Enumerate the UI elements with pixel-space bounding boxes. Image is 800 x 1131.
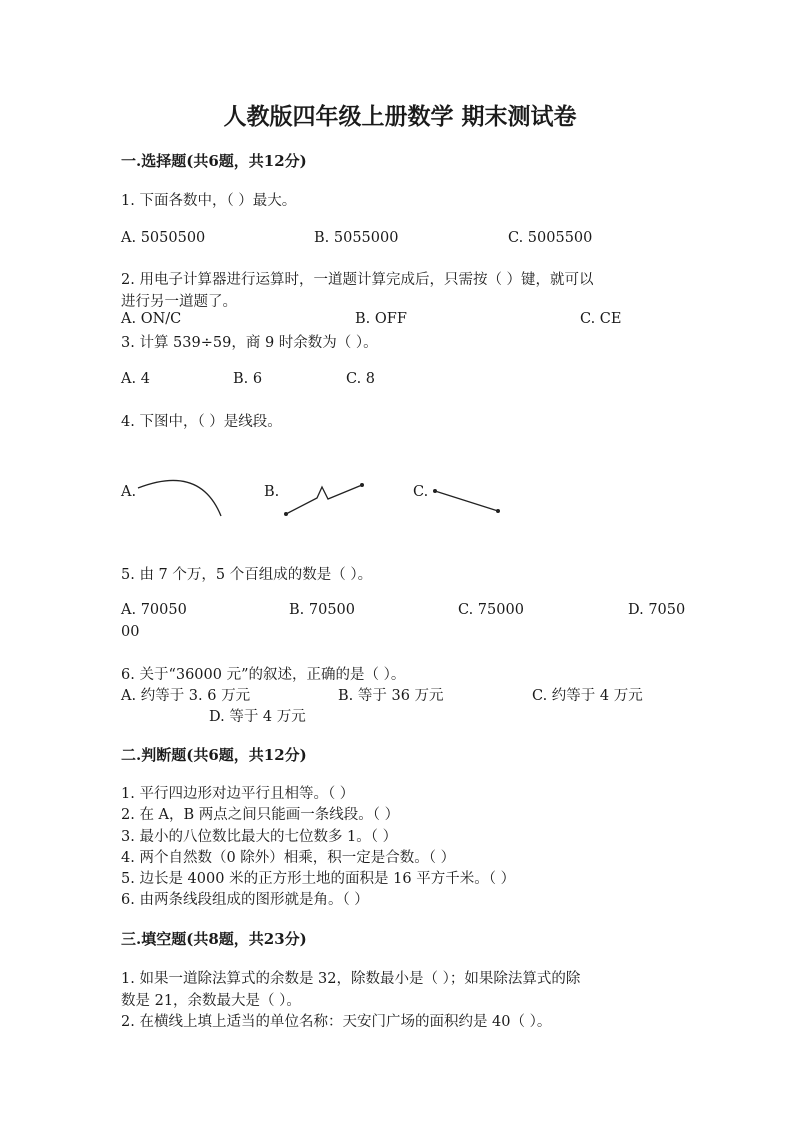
question-6-option-c: C. 约等于 4 万元 bbox=[532, 688, 643, 704]
question-2-text-line1: 2. 用电子计算器进行运算时，一道题计算完成后，只需按（ ）键，就可以 bbox=[121, 272, 594, 288]
question-5-option-b: B. 70500 bbox=[289, 602, 356, 618]
broken-line-figure bbox=[280, 478, 370, 523]
question-4-option-a-label: A. bbox=[121, 484, 137, 500]
question-1-option-c: C. 5005500 bbox=[508, 230, 593, 246]
question-3-option-a: A. 4 bbox=[121, 371, 150, 387]
question-1-option-a: A. 5050500 bbox=[121, 230, 206, 246]
question-4-option-c-label: C. bbox=[413, 484, 429, 500]
section-heading-judgement: 二.判断题(共6题，共12分) bbox=[121, 746, 307, 764]
question-6-option-d: D. 等于 4 万元 bbox=[209, 709, 306, 725]
question-5-option-a: A. 70050 bbox=[121, 602, 187, 618]
question-5-text: 5. 由 7 个万，5 个百组成的数是（ ）。 bbox=[121, 567, 373, 583]
judgement-item: 3. 最小的八位数比最大的七位数多 1。（ ） bbox=[121, 829, 398, 845]
curve-figure bbox=[130, 470, 230, 520]
question-3-option-c: C. 8 bbox=[346, 371, 376, 387]
line-segment-figure bbox=[428, 484, 508, 524]
question-3-text: 3. 计算 539÷59，商 9 时余数为（ ）。 bbox=[121, 335, 378, 351]
question-4-option-b-label: B. bbox=[264, 484, 280, 500]
judgement-item: 5. 边长是 4000 米的正方形土地的面积是 16 平方千米。（ ） bbox=[121, 871, 516, 887]
question-2-option-c: C. CE bbox=[580, 311, 622, 327]
question-6-option-a: A. 约等于 3. 6 万元 bbox=[121, 688, 251, 704]
section-heading-fill-in: 三.填空题(共8题，共23分) bbox=[121, 930, 307, 948]
question-3-option-b: B. 6 bbox=[233, 371, 263, 387]
question-5-option-d: D. 7050 bbox=[628, 602, 686, 618]
question-2-option-b: B. OFF bbox=[355, 311, 407, 327]
question-4-text: 4. 下图中，（ ）是线段。 bbox=[121, 414, 282, 430]
fill-question-1-line2: 数是 21，余数最大是（ ）。 bbox=[121, 993, 301, 1009]
judgement-item: 4. 两个自然数（0 除外）相乘，积一定是合数。（ ） bbox=[121, 850, 456, 866]
question-5-option-c: C. 75000 bbox=[458, 602, 524, 618]
judgement-item: 1. 平行四边形对边平行且相等。（ ） bbox=[121, 786, 355, 802]
question-6-text: 6. 关于“36000 元”的叙述，正确的是（ ）。 bbox=[121, 667, 406, 683]
question-1-text: 1. 下面各数中，（ ）最大。 bbox=[121, 193, 297, 209]
fill-question-1-line1: 1. 如果一道除法算式的余数是 32，除数最小是（ ）；如果除法算式的除 bbox=[121, 971, 581, 987]
fill-question-2: 2. 在横线上填上适当的单位名称：天安门广场的面积约是 40（ ）。 bbox=[121, 1014, 552, 1030]
judgement-item: 2. 在 A，B 两点之间只能画一条线段。（ ） bbox=[121, 807, 400, 823]
question-2-option-a: A. ON/C bbox=[121, 311, 182, 327]
judgement-item: 6. 由两条线段组成的图形就是角。（ ） bbox=[121, 892, 369, 908]
section-heading-choice: 一.选择题(共6题，共12分) bbox=[121, 152, 307, 170]
question-6-option-b: B. 等于 36 万元 bbox=[338, 688, 444, 704]
question-5-option-d-wrap: 00 bbox=[121, 624, 140, 640]
page-title: 人教版四年级上册数学 期末测试卷 bbox=[223, 103, 577, 130]
question-1-option-b: B. 5055000 bbox=[314, 230, 399, 246]
question-2-text-line2: 进行另一道题了。 bbox=[121, 294, 237, 310]
